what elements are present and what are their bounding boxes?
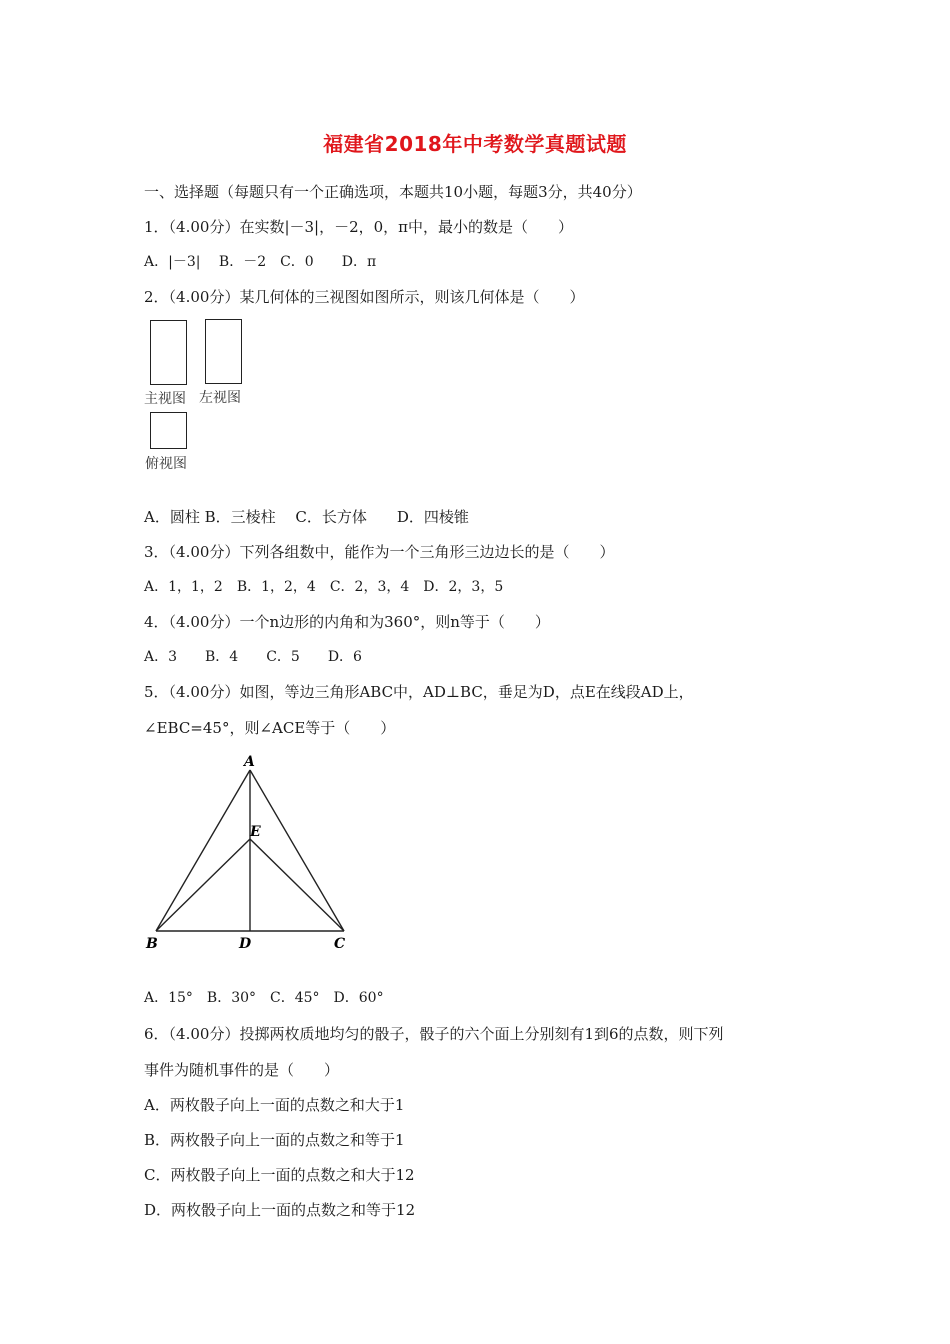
left-view-label: 左视图 bbox=[199, 390, 241, 406]
question-5-stem-line1: 5．（4.00分）如图，等边三角形ABC中，AD⊥BC，垂足为D，点E在线段AD上， bbox=[144, 683, 694, 701]
point-b-label: B bbox=[146, 936, 158, 952]
question-5-options: A．15° B．30° C．45° D．60° bbox=[144, 990, 384, 1006]
front-view-label: 主视图 bbox=[144, 391, 186, 407]
segment-ce bbox=[250, 839, 344, 931]
question-6-option-a: A．两枚骰子向上一面的点数之和大于1 bbox=[144, 1096, 405, 1114]
point-c-label: C bbox=[334, 936, 346, 952]
point-d-label: D bbox=[239, 936, 252, 952]
question-6-option-b: B．两枚骰子向上一面的点数之和等于1 bbox=[144, 1131, 405, 1149]
segment-be bbox=[156, 839, 250, 931]
point-a-label: A bbox=[244, 754, 255, 770]
triangle-figure bbox=[140, 750, 360, 955]
front-view-rect bbox=[150, 320, 187, 385]
question-1-stem: 1．（4.00分）在实数|－3|，－2，0，π中，最小的数是（ ） bbox=[144, 218, 574, 236]
question-1-options: A．|－3| B．－2 C．0 D．π bbox=[144, 254, 377, 270]
point-e-label: E bbox=[250, 824, 261, 840]
question-3-options: A．1，1，2 B．1，2，4 C．2，3，4 D．2，3，5 bbox=[144, 579, 504, 595]
segment-ac bbox=[250, 770, 344, 931]
question-2-stem: 2．（4.00分）某几何体的三视图如图所示，则该几何体是（ ） bbox=[144, 288, 585, 306]
segment-ab bbox=[156, 770, 250, 931]
question-6-stem-line1: 6．（4.00分）投掷两枚质地均匀的骰子，骰子的六个面上分别刻有1到6的点数，则下列 bbox=[144, 1025, 724, 1043]
question-4-options: A．3 B．4 C．5 D．6 bbox=[144, 649, 362, 665]
left-view-rect bbox=[205, 319, 242, 384]
question-6-option-d: D．两枚骰子向上一面的点数之和等于12 bbox=[144, 1201, 416, 1219]
question-3-stem: 3．（4.00分）下列各组数中，能作为一个三角形三边边长的是（ ） bbox=[144, 543, 615, 561]
section-heading: 一、选择题（每题只有一个正确选项，本题共10小题，每题3分，共40分） bbox=[144, 183, 642, 201]
question-2-options: A．圆柱 B．三棱柱 C．长方体 D．四棱锥 bbox=[144, 508, 469, 526]
top-view-label: 俯视图 bbox=[145, 456, 187, 472]
top-view-rect bbox=[150, 412, 187, 449]
page-title: 福建省2018年中考数学真题试题 bbox=[323, 132, 627, 156]
question-4-stem: 4．（4.00分）一个n边形的内角和为360°，则n等于（ ） bbox=[144, 613, 550, 631]
question-6-option-c: C．两枚骰子向上一面的点数之和大于12 bbox=[144, 1166, 415, 1184]
question-5-stem-line2: ∠EBC=45°，则∠ACE等于（ ） bbox=[144, 719, 396, 737]
question-6-stem-line2: 事件为随机事件的是（ ） bbox=[144, 1061, 340, 1079]
